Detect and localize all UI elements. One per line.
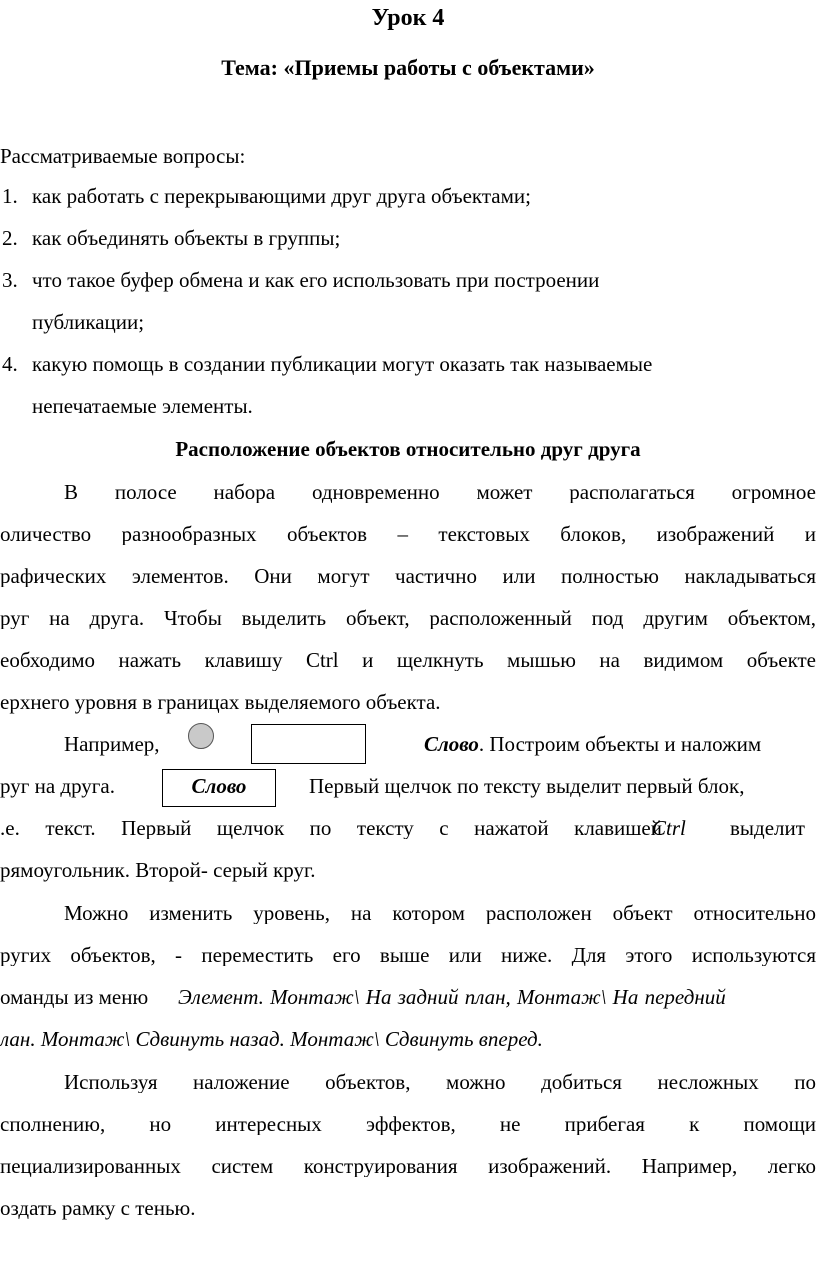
- example-text: выделит: [730, 816, 805, 840]
- paragraph-line: еобходимо нажать клавишу Ctrl и щелкнуть мышью на видимом объекте: [0, 650, 816, 671]
- example-text: рямоугольник. Второй- серый круг.: [0, 858, 316, 882]
- list-item-number: 4.: [2, 352, 18, 376]
- list-item: какую помощь в создании публикации могут оказать так называемые: [32, 352, 653, 376]
- rectangle-shape: [251, 724, 366, 764]
- list-item-number: 3.: [2, 268, 18, 292]
- paragraph-line: ерхнего уровня в границах выделяемого объекта.: [0, 690, 441, 714]
- key-name: Ctrl: [652, 816, 686, 840]
- paragraph-line: Можно изменить уровень, на котором расположен объект относительно: [64, 903, 816, 924]
- menu-path: лан. Монтаж\ Сдвинуть назад. Монтаж\ Сдвинуть вперед.: [0, 1027, 543, 1051]
- paragraph-line: оличество разнообразных объектов – текстовых блоков, изображений и: [0, 524, 816, 545]
- list-item: как работать с перекрывающими друг друга объектами;: [32, 184, 531, 208]
- list-item: как объединять объекты в группы;: [32, 226, 341, 250]
- paragraph-line: ругих объектов, - переместить его выше или ниже. Для этого используются: [0, 945, 816, 966]
- example-text: . Построим объекты и наложим: [478, 732, 762, 756]
- example-text: Например,: [64, 732, 160, 756]
- paragraph-line: пециализированных систем конструирования изображений. Например, легко: [0, 1156, 816, 1177]
- paragraph-line: рафических элементов. Они могут частично или полностью накладываться: [0, 566, 816, 587]
- questions-intro: Рассматриваемые вопросы:: [0, 144, 246, 168]
- menu-path: Элемент. Монтаж\ На задний план, Монтаж\ На передний: [178, 985, 726, 1009]
- paragraph-line: оздать рамку с тенью.: [0, 1196, 196, 1220]
- paragraph-line: В полосе набора одновременно может располагаться огромное: [64, 482, 816, 503]
- italic-word: Слово: [424, 732, 479, 756]
- list-item-number: 1.: [2, 184, 18, 208]
- list-item-number: 2.: [2, 226, 18, 250]
- section-heading: Расположение объектов относительно друг друга: [175, 437, 641, 461]
- lesson-title: Урок 4: [371, 5, 445, 31]
- paragraph-line: сполнению, но интересных эффектов, не прибегая к помощи: [0, 1114, 816, 1135]
- list-item-continuation: публикации;: [32, 310, 145, 334]
- paragraph-line: оманды из меню: [0, 985, 149, 1009]
- gray-circle-shape: [188, 723, 214, 749]
- list-item: что такое буфер обмена и как его использовать при построении: [32, 268, 600, 292]
- text-block-boxed-word: Слово: [162, 769, 276, 807]
- example-text: .е. текст. Первый щелчок по тексту с нажатой клавишей: [0, 818, 662, 839]
- list-item-continuation: непечатаемые элементы.: [32, 394, 253, 418]
- topic-title: Тема: «Приемы работы с объектами»: [221, 55, 595, 80]
- paragraph-line: Используя наложение объектов, можно добиться несложных по: [64, 1072, 816, 1093]
- example-text: Первый щелчок по тексту выделит первый блок,: [309, 774, 745, 798]
- example-text: руг на друга.: [0, 774, 115, 798]
- example-line-end: [424, 734, 761, 755]
- paragraph-line: руг на друга. Чтобы выделить объект, расположенный под другим объектом,: [0, 608, 816, 629]
